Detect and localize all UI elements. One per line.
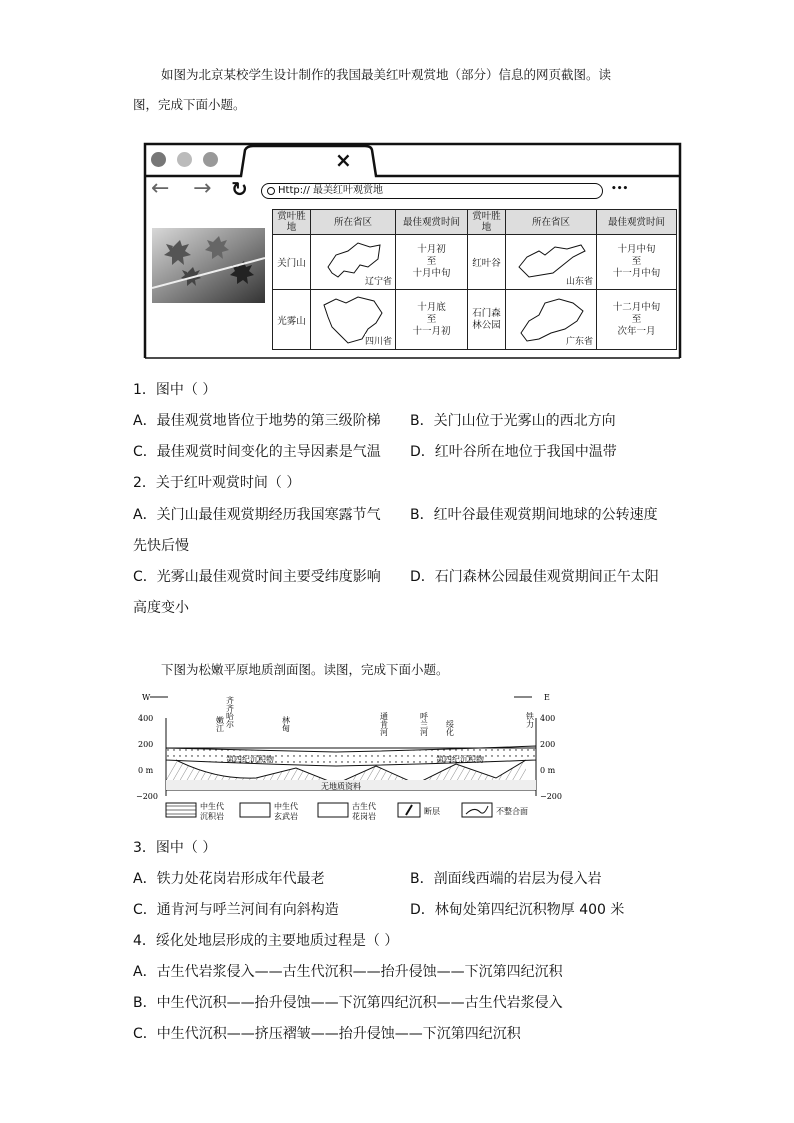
site-hongyegu: 红叶谷 [468,235,506,290]
legend-mesozoic-basalt: 中生代 [274,802,298,811]
west-label: W [142,693,151,702]
quaternary-label-left: 第四纪沉积物 [226,755,274,764]
header-time: 最佳观赏时间 [396,210,468,235]
y-left-neg200: −200 [136,792,158,801]
guangdong-map-cell [506,290,597,350]
site-shimen-forest-park [468,290,506,350]
time-shimen-forest-park [597,290,677,350]
header-province: 所在省区 [311,210,396,235]
reload-icon[interactable]: ↻ [231,177,248,201]
legend-mesozoic-basalt-2: 玄武岩 [274,812,298,821]
question-2-option-c[interactable]: C．光雾山最佳观赏时间主要受纬度影响 [133,569,381,585]
window-close-dot[interactable] [151,152,166,167]
header-site: 赏叶胜地 [273,210,311,235]
question-3-stem: 3．图中（ ） [133,840,217,856]
time-guangwushan [396,290,468,350]
province-liaoning: 辽宁省 [365,274,392,287]
time-end: 次年一月 [617,325,656,337]
forward-arrow-icon[interactable]: → [193,176,212,201]
more-menu-icon[interactable]: ••• [611,184,629,194]
question-2-option-a[interactable]: A．关门山最佳观赏期经历我国寒露节气 [133,507,381,523]
table-row [273,290,677,350]
legend-paleozoic-granite-2: 花岗岩 [352,812,376,821]
y-right-neg200: −200 [540,792,562,801]
intro-paragraph-1 [133,60,663,120]
table-header-row [273,210,677,235]
table-row [273,235,677,290]
east-label: E [544,693,550,702]
shandong-map-cell [506,235,597,290]
geological-cross-section [136,688,576,823]
window-maximize-dot[interactable] [203,152,218,167]
address-url: Http:// 最美红叶观赏地 [278,185,383,196]
place-nenjiang: 嫩江 [215,716,225,732]
question-1-option-a[interactable]: A．最佳观赏地皆位于地势的第三级阶梯 [133,413,381,429]
time-end: 十月中旬 [412,268,451,279]
question-3-option-c[interactable]: C．通肯河与呼兰河间有向斜构造 [133,902,339,918]
header-province-2: 所在省区 [506,210,597,235]
province-shandong: 山东省 [566,274,593,287]
place-lindian: 林甸 [281,716,291,732]
time-hongyegu [597,235,677,290]
question-4-option-a[interactable]: A．古生代岩浆侵入——古生代沉积——抬升侵蚀——下沉第四纪沉积 [133,964,563,980]
time-to: 至 [426,313,437,325]
question-1-option-d[interactable]: D．红叶谷所在地位于我国中温带 [410,444,617,460]
site-guanmenshan: 关门山 [273,235,311,290]
time-to: 至 [631,256,642,267]
question-1-stem: 1．图中（ ） [133,382,217,398]
header-site-2: 赏叶胜地 [468,210,506,235]
red-leaf-sites-table [272,209,677,350]
question-3-option-d[interactable]: D．林甸处第四纪沉积物厚 400 米 [410,902,625,918]
y-right-400: 400 [540,714,556,723]
time-to: 至 [426,256,437,267]
site-name-line-1: 石门森 [472,307,501,319]
tab-close-icon[interactable]: × [335,148,352,172]
question-4-stem: 4．绥化处地层形成的主要地质过程是（ ） [133,933,399,949]
time-start: 十月底 [417,301,446,313]
search-icon [267,187,275,195]
time-start: 十月初 [417,244,446,255]
question-2-stem: 2．关于红叶观赏时间（ ） [133,475,301,491]
time-start: 十月中旬 [617,244,656,255]
place-tongken-river: 通肯河 [379,712,389,736]
back-arrow-icon[interactable]: ← [151,176,170,201]
legend-mesozoic-sedimentary-swatch [166,803,196,817]
legend-mesozoic-sedimentary-2: 沉积岩 [200,812,224,821]
legend-unconformity: 不整合面 [496,807,528,816]
site-guangwushan: 光雾山 [273,290,311,350]
address-bar[interactable] [261,183,603,199]
question-1-option-b[interactable]: B．关门山位于光雾山的西北方向 [410,413,616,429]
question-4-option-b[interactable]: B．中生代沉积——抬升侵蚀——下沉第四纪沉积——古生代岩浆侵入 [133,995,563,1011]
question-2-option-b[interactable]: B．红叶谷最佳观赏期间地球的公转速度 [410,507,658,523]
time-start: 十二月中旬 [612,301,661,313]
time-to: 至 [631,313,642,325]
y-left-0: 0 m [138,766,154,775]
legend-paleozoic-granite-swatch [318,803,348,817]
header-time-2: 最佳观赏时间 [597,210,677,235]
place-hulan-river: 呼兰河 [419,712,429,736]
intro-paragraph-2: 下图为松嫩平原地质剖面图。读图，完成下面小题。 [161,662,449,677]
window-minimize-dot[interactable] [177,152,192,167]
y-left-400: 400 [138,714,154,723]
quaternary-label-right: 第四纪沉积物 [436,755,484,764]
legend-fault: 断层 [424,807,440,816]
site-name-line-2: 林公园 [472,319,501,331]
province-sichuan: 四川省 [365,334,392,347]
province-guangdong: 广东省 [566,334,593,347]
time-end: 十一月初 [412,325,451,337]
question-2-option-d-continued: 高度变小 [133,600,189,616]
time-end: 十一月中旬 [612,268,661,279]
maple-leaf-photo [152,228,265,303]
question-2-option-b-continued: 先快后慢 [133,538,189,554]
y-right-0: 0 m [540,766,556,775]
sichuan-map-cell [311,290,396,350]
intro-line-2: 图，完成下面小题。 [133,97,246,112]
question-2-option-d[interactable]: D．石门森林公园最佳观赏期间正午太阳 [410,569,659,585]
question-3-option-a[interactable]: A．铁力处花岗岩形成年代最老 [133,871,325,887]
y-right-200: 200 [540,740,556,749]
place-qiqihar: 齐齐哈尔 [225,696,235,728]
legend-mesozoic-sedimentary: 中生代 [200,802,224,811]
time-guanmenshan [396,235,468,290]
legend-mesozoic-basalt-swatch [240,803,270,817]
place-tieli: 铁力 [525,712,535,728]
y-left-200: 200 [138,740,154,749]
legend-paleozoic-granite: 古生代 [352,802,376,811]
question-4-option-c[interactable]: C．中生代沉积——挤压褶皱——抬升侵蚀——下沉第四纪沉积 [133,1026,521,1042]
no-data-label: 无地质资料 [321,782,361,791]
question-3-option-b[interactable]: B．剖面线西端的岩层为侵入岩 [410,871,602,887]
question-1-option-c[interactable]: C．最佳观赏时间变化的主导因素是气温 [133,444,381,460]
intro-line-1: 如图为北京某校学生设计制作的我国最美红叶观赏地（部分）信息的网页截图。读 [161,67,612,82]
place-suihua: 绥化 [445,720,455,736]
liaoning-map-cell [311,235,396,290]
